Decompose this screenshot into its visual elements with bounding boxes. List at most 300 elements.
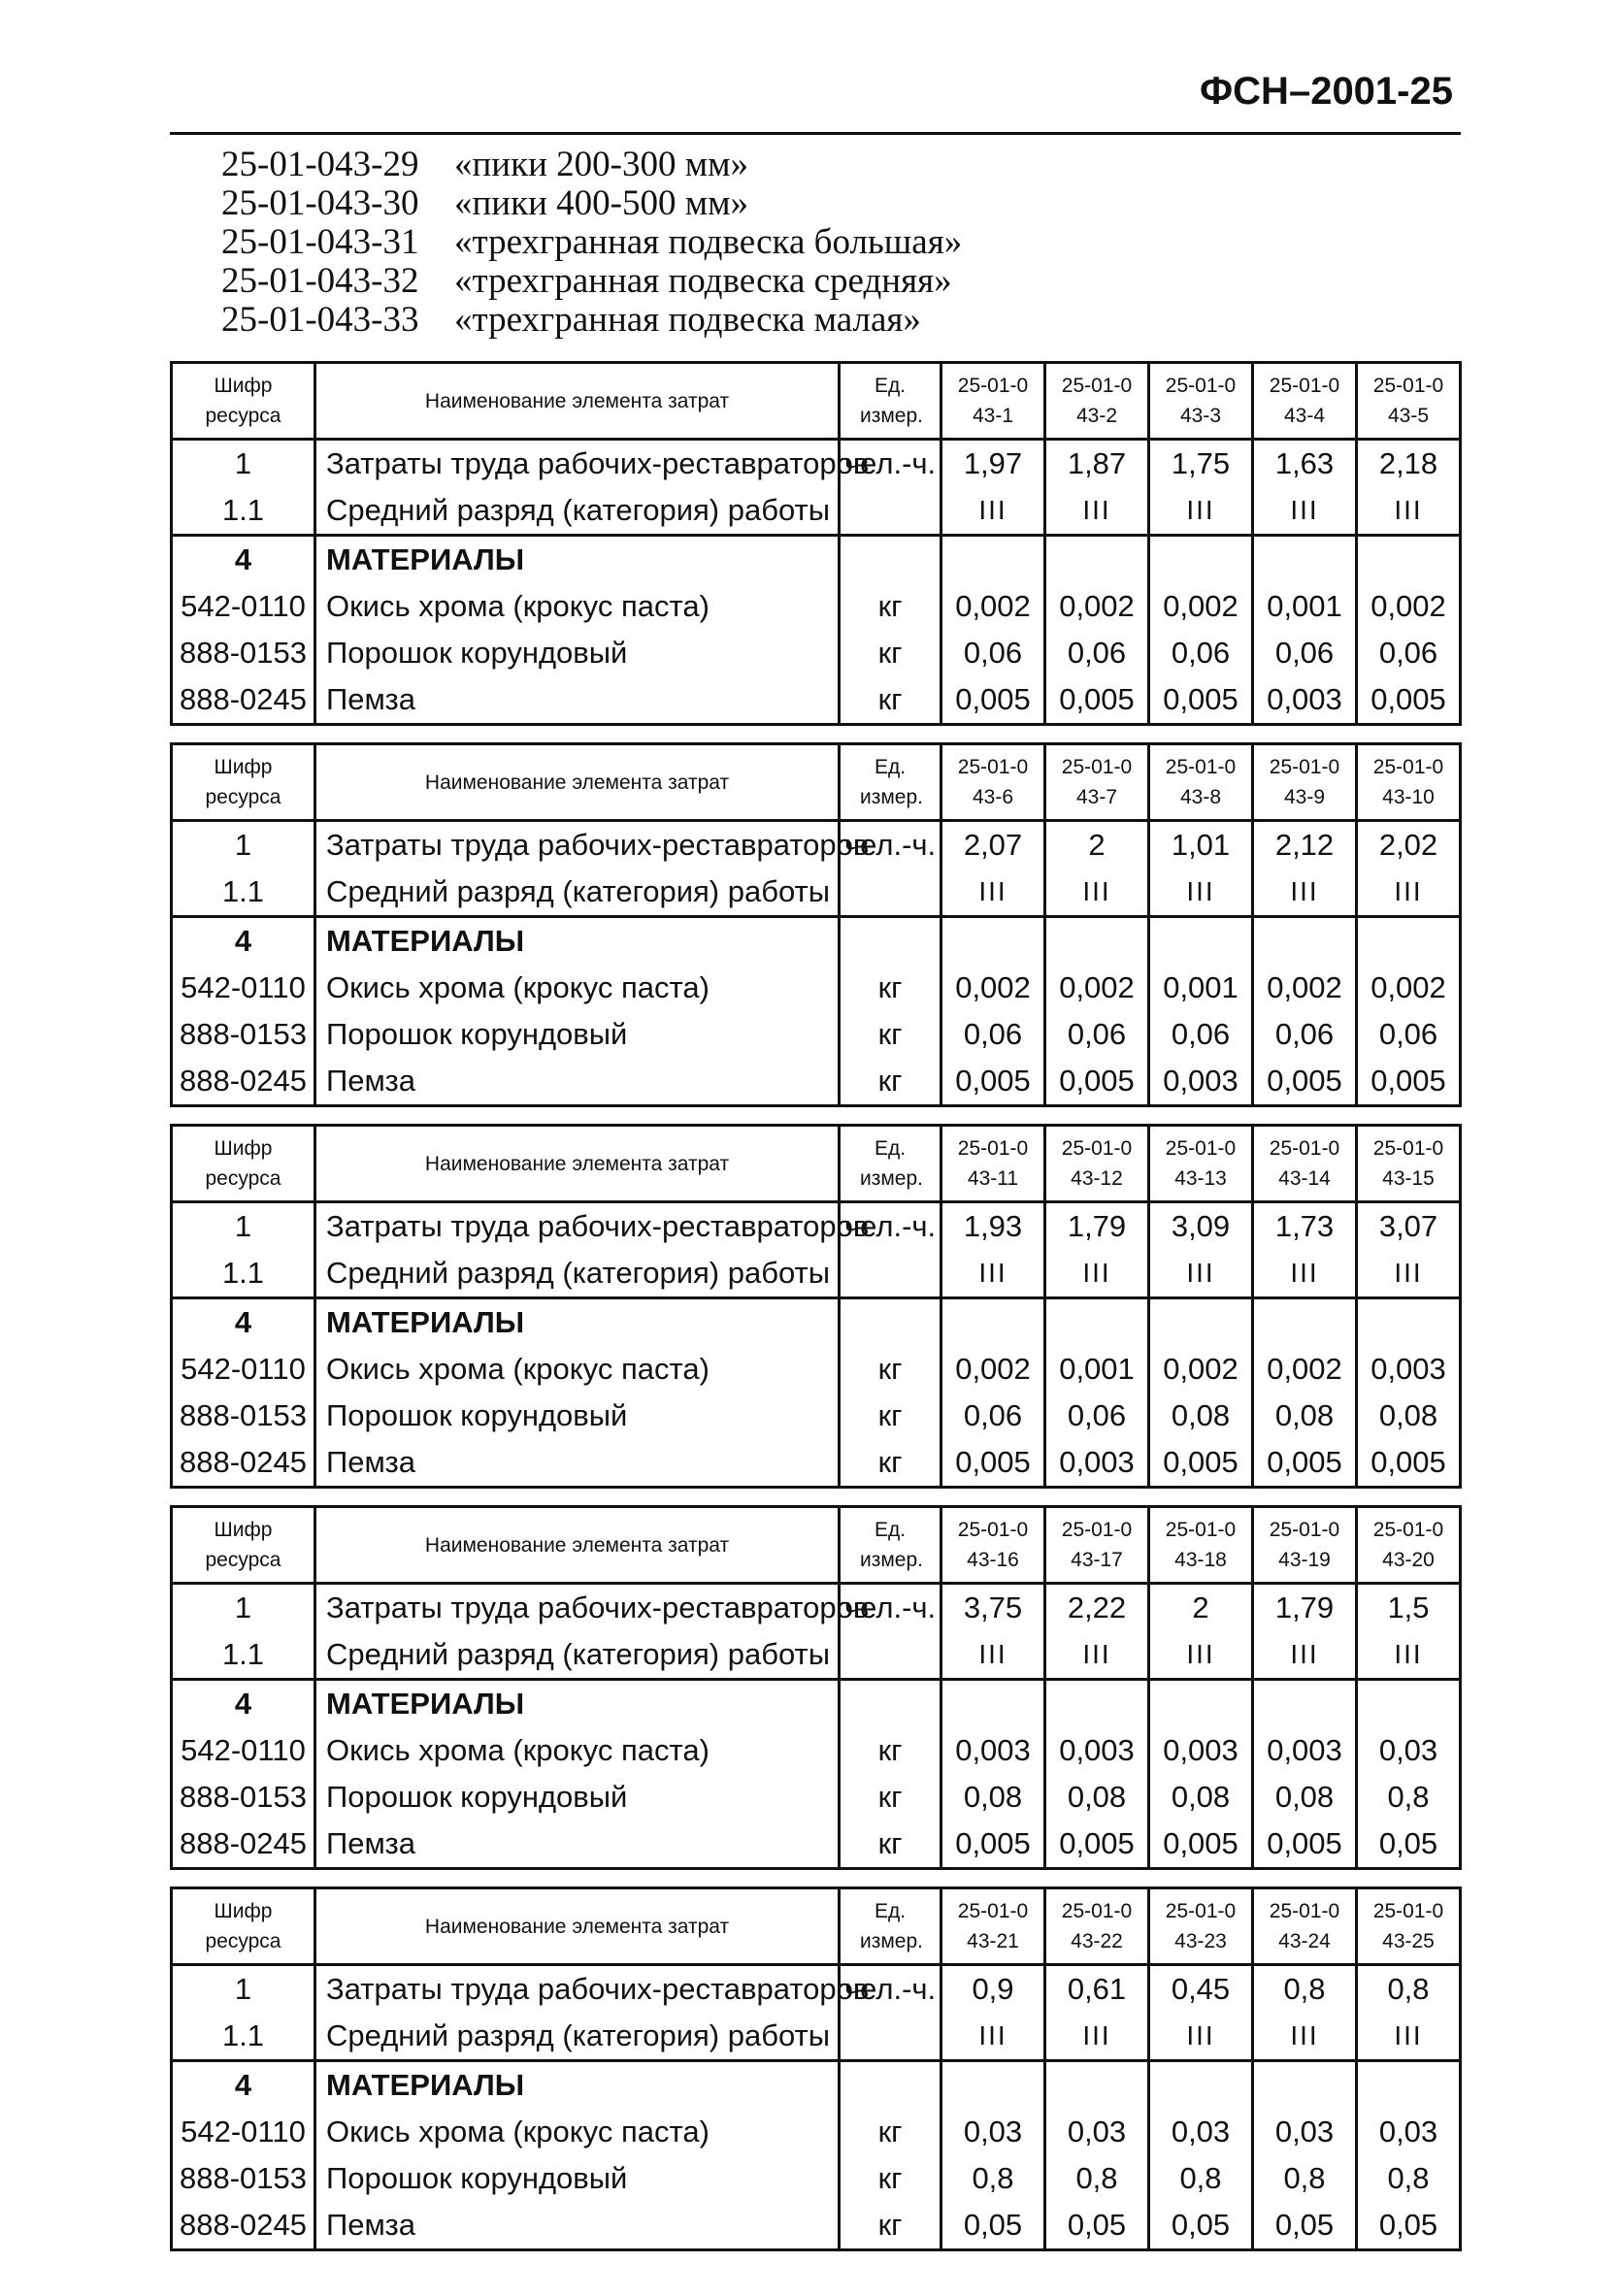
norm-code-header: 25-01-043-16 <box>941 1507 1045 1584</box>
element-name-cell: Порошок корундовый <box>315 1011 840 1058</box>
value-cell: III <box>1357 2013 1461 2061</box>
value-cell: III <box>1045 869 1149 917</box>
resource-code-cell: 542-0110 <box>172 583 315 630</box>
value-cell: 0,08 <box>941 1774 1045 1820</box>
value-cell: III <box>1045 487 1149 536</box>
header-rule <box>170 132 1461 135</box>
norm-code-header: 25-01-043-22 <box>1045 1888 1149 1965</box>
unit-cell <box>840 1680 941 1728</box>
table-row <box>172 2109 1461 2155</box>
value-cell: 0,001 <box>1253 583 1357 630</box>
table-row <box>172 1727 1461 1774</box>
element-name-cell: МАТЕРИАЛЫ <box>315 536 840 584</box>
value-cell: 0,005 <box>1357 1439 1461 1488</box>
value-cell: 0,08 <box>1357 1393 1461 1439</box>
unit-cell: кг <box>840 676 941 725</box>
value-cell: 0,8 <box>1149 2155 1253 2202</box>
element-name-header: Наименование элемента затрат <box>315 1507 840 1584</box>
value-cell: 2,07 <box>941 821 1045 869</box>
value-cell: III <box>1149 869 1253 917</box>
resource-code-header: Шифр ресурса <box>172 1126 315 1202</box>
norm-code-header: 25-01-043-11 <box>941 1126 1045 1202</box>
table-row <box>172 1058 1461 1106</box>
value-cell: 0,005 <box>1149 1439 1253 1488</box>
resource-code-cell: 1.1 <box>172 487 315 536</box>
value-cell: 0,06 <box>1357 1011 1461 1058</box>
element-name-cell: Средний разряд (категория) работы <box>315 869 840 917</box>
value-cell: 0,05 <box>1149 2202 1253 2250</box>
value-cell: 0,9 <box>941 1965 1045 2014</box>
item-entry <box>221 184 962 223</box>
table-header-row <box>172 744 1461 821</box>
value-cell: 0,002 <box>1253 965 1357 1011</box>
item-name: «трехгранная подвеска малая» <box>454 300 921 340</box>
value-cell: III <box>941 1250 1045 1298</box>
resource-code-cell: 542-0110 <box>172 1346 315 1393</box>
unit-cell: кг <box>840 1346 941 1393</box>
element-name-cell: Затраты труда рабочих-реставраторов <box>315 1965 840 2014</box>
norm-code-header: 25-01-043-24 <box>1253 1888 1357 1965</box>
value-cell: 0,005 <box>1357 1058 1461 1106</box>
unit-cell: чел.-ч. <box>840 1584 941 1632</box>
resource-code-cell: 1 <box>172 1965 315 2014</box>
value-cell: 0,005 <box>1045 1058 1149 1106</box>
table-row <box>172 440 1461 488</box>
unit-cell: кг <box>840 1820 941 1869</box>
value-cell: 0,45 <box>1149 1965 1253 2014</box>
value-cell: 0,08 <box>1045 1774 1149 1820</box>
value-cell: III <box>1357 1631 1461 1680</box>
value-cell: 1,79 <box>1045 1202 1149 1251</box>
value-cell: 0,8 <box>1045 2155 1149 2202</box>
value-cell: 3,75 <box>941 1584 1045 1632</box>
cost-table <box>170 742 1462 1107</box>
item-entry <box>221 262 962 301</box>
value-cell: 0,03 <box>941 2109 1045 2155</box>
resource-code-cell: 4 <box>172 917 315 966</box>
resource-code-cell: 1 <box>172 821 315 869</box>
cost-table <box>170 361 1462 726</box>
value-cell: 0,08 <box>1149 1774 1253 1820</box>
unit-cell: кг <box>840 1439 941 1488</box>
value-cell: III <box>1045 1631 1149 1680</box>
table-row <box>172 1631 1461 1680</box>
unit-cell: кг <box>840 1727 941 1774</box>
unit-cell: кг <box>840 1774 941 1820</box>
value-cell: 0,08 <box>1253 1774 1357 1820</box>
norm-code-header: 25-01-043-25 <box>1357 1888 1461 1965</box>
unit-cell: кг <box>840 1393 941 1439</box>
element-name-cell: Пемза <box>315 1439 840 1488</box>
norm-code-header: 25-01-043-14 <box>1253 1126 1357 1202</box>
value-cell: 0,002 <box>1357 583 1461 630</box>
value-cell: 0,005 <box>1149 1820 1253 1869</box>
value-cell <box>1253 536 1357 584</box>
resource-code-cell: 542-0110 <box>172 2109 315 2155</box>
value-cell <box>1253 2061 1357 2110</box>
item-name: «пики 200-300 мм» <box>454 145 749 184</box>
table-row <box>172 1346 1461 1393</box>
resource-code-cell: 1.1 <box>172 1250 315 1298</box>
value-cell <box>941 1298 1045 1347</box>
value-cell <box>1357 917 1461 966</box>
value-cell: III <box>1045 1250 1149 1298</box>
table-row <box>172 1011 1461 1058</box>
value-cell: 0,06 <box>1357 630 1461 676</box>
value-cell: III <box>941 1631 1045 1680</box>
unit-cell: чел.-ч. <box>840 440 941 488</box>
table-row <box>172 1439 1461 1488</box>
element-name-cell: Средний разряд (категория) работы <box>315 2013 840 2061</box>
value-cell: 0,05 <box>1253 2202 1357 2250</box>
value-cell: 0,002 <box>1045 583 1149 630</box>
value-cell: 0,06 <box>1045 1393 1149 1439</box>
value-cell: 1,73 <box>1253 1202 1357 1251</box>
norm-code-header: 25-01-043-23 <box>1149 1888 1253 1965</box>
value-cell: III <box>1149 1250 1253 1298</box>
table-row <box>172 1965 1461 2014</box>
element-name-header: Наименование элемента затрат <box>315 363 840 440</box>
value-cell <box>1357 2061 1461 2110</box>
unit-cell: кг <box>840 583 941 630</box>
value-cell: III <box>1253 1631 1357 1680</box>
value-cell <box>941 917 1045 966</box>
value-cell <box>941 1680 1045 1728</box>
resource-code-cell: 888-0153 <box>172 1774 315 1820</box>
element-name-cell: Затраты труда рабочих-реставраторов <box>315 1584 840 1632</box>
element-name-cell: Порошок корундовый <box>315 630 840 676</box>
table-row <box>172 2061 1461 2110</box>
table-row <box>172 1250 1461 1298</box>
element-name-cell: Окись хрома (крокус паста) <box>315 965 840 1011</box>
value-cell: 0,005 <box>1045 676 1149 725</box>
item-code: 25-01-043-33 <box>221 300 419 340</box>
table-row <box>172 1680 1461 1728</box>
value-cell: III <box>1253 1250 1357 1298</box>
item-code: 25-01-043-30 <box>221 183 419 223</box>
norm-code-header: 25-01-043-1 <box>941 363 1045 440</box>
value-cell: III <box>1149 2013 1253 2061</box>
unit-cell: кг <box>840 2155 941 2202</box>
value-cell: III <box>1149 1631 1253 1680</box>
unit-cell <box>840 536 941 584</box>
table-header-row <box>172 1126 1461 1202</box>
value-cell: 1,93 <box>941 1202 1045 1251</box>
norm-code-header: 25-01-043-2 <box>1045 363 1149 440</box>
value-cell <box>1149 2061 1253 2110</box>
value-cell: 0,002 <box>941 1346 1045 1393</box>
element-name-cell: Порошок корундовый <box>315 1774 840 1820</box>
element-name-cell: Окись хрома (крокус паста) <box>315 583 840 630</box>
item-name: «пики 400-500 мм» <box>454 183 749 223</box>
value-cell: 1,01 <box>1149 821 1253 869</box>
element-name-cell: Средний разряд (категория) работы <box>315 1250 840 1298</box>
unit-cell <box>840 2061 941 2110</box>
value-cell: 0,06 <box>941 630 1045 676</box>
value-cell: 0,06 <box>941 1393 1045 1439</box>
resource-code-cell: 888-0245 <box>172 2202 315 2250</box>
value-cell: 3,07 <box>1357 1202 1461 1251</box>
item-list <box>221 146 962 340</box>
value-cell: 2,22 <box>1045 1584 1149 1632</box>
value-cell: 2,02 <box>1357 821 1461 869</box>
unit-cell: кг <box>840 1011 941 1058</box>
value-cell: 0,005 <box>1357 676 1461 725</box>
resource-code-cell: 888-0153 <box>172 630 315 676</box>
resource-code-cell: 4 <box>172 1680 315 1728</box>
resource-code-header: Шифр ресурса <box>172 1888 315 1965</box>
item-entry <box>221 146 962 184</box>
norm-code-header: 25-01-043-3 <box>1149 363 1253 440</box>
table-row <box>172 2155 1461 2202</box>
table-row <box>172 965 1461 1011</box>
value-cell: III <box>1253 487 1357 536</box>
value-cell: 0,8 <box>1253 1965 1357 2014</box>
value-cell: 0,06 <box>1045 1011 1149 1058</box>
unit-header: Ед. измер. <box>840 363 941 440</box>
norm-code-header: 25-01-043-7 <box>1045 744 1149 821</box>
table-row <box>172 1298 1461 1347</box>
unit-cell <box>840 917 941 966</box>
unit-cell: кг <box>840 965 941 1011</box>
unit-header: Ед. измер. <box>840 744 941 821</box>
value-cell <box>1149 1298 1253 1347</box>
unit-cell: кг <box>840 2202 941 2250</box>
table-row <box>172 1774 1461 1820</box>
resource-code-cell: 1.1 <box>172 869 315 917</box>
value-cell: 0,06 <box>1045 630 1149 676</box>
norm-code-header: 25-01-043-15 <box>1357 1126 1461 1202</box>
unit-cell <box>840 1250 941 1298</box>
unit-cell <box>840 1631 941 1680</box>
resource-code-cell: 1 <box>172 440 315 488</box>
value-cell: 0,05 <box>1045 2202 1149 2250</box>
resource-code-header: Шифр ресурса <box>172 363 315 440</box>
element-name-cell: Пемза <box>315 1058 840 1106</box>
value-cell: 2,18 <box>1357 440 1461 488</box>
item-name: «трехгранная подвеска большая» <box>454 222 963 262</box>
value-cell: 0,005 <box>1253 1058 1357 1106</box>
value-cell: 1,5 <box>1357 1584 1461 1632</box>
resource-code-cell: 888-0245 <box>172 1058 315 1106</box>
value-cell: 0,002 <box>941 583 1045 630</box>
page-header: ФСН–2001-25 <box>1200 70 1453 113</box>
value-cell: 0,06 <box>1253 630 1357 676</box>
item-code: 25-01-043-29 <box>221 145 419 184</box>
value-cell: 0,002 <box>1357 965 1461 1011</box>
table-row <box>172 1393 1461 1439</box>
value-cell: III <box>1253 2013 1357 2061</box>
value-cell: 1,97 <box>941 440 1045 488</box>
table-header-row <box>172 1507 1461 1584</box>
resource-code-cell: 888-0153 <box>172 1011 315 1058</box>
value-cell: 0,005 <box>941 676 1045 725</box>
value-cell <box>1357 536 1461 584</box>
unit-header: Ед. измер. <box>840 1126 941 1202</box>
item-entry <box>221 223 962 262</box>
value-cell: 0,002 <box>1253 1346 1357 1393</box>
table-row <box>172 869 1461 917</box>
element-name-cell: Пемза <box>315 676 840 725</box>
table-header-row <box>172 363 1461 440</box>
resource-code-cell: 1 <box>172 1584 315 1632</box>
value-cell: 0,03 <box>1357 2109 1461 2155</box>
resource-code-cell: 542-0110 <box>172 1727 315 1774</box>
item-code: 25-01-043-31 <box>221 222 419 262</box>
value-cell: 0,003 <box>1149 1727 1253 1774</box>
norm-code-header: 25-01-043-6 <box>941 744 1045 821</box>
value-cell: 0,003 <box>1357 1346 1461 1393</box>
element-name-cell: Окись хрома (крокус паста) <box>315 1346 840 1393</box>
resource-code-cell: 4 <box>172 536 315 584</box>
resource-code-header: Шифр ресурса <box>172 744 315 821</box>
value-cell <box>1045 1680 1149 1728</box>
value-cell <box>1045 536 1149 584</box>
value-cell: 0,001 <box>1149 965 1253 1011</box>
element-name-cell: МАТЕРИАЛЫ <box>315 2061 840 2110</box>
unit-cell <box>840 487 941 536</box>
value-cell: 0,003 <box>1149 1058 1253 1106</box>
value-cell <box>1357 1298 1461 1347</box>
resource-code-header: Шифр ресурса <box>172 1507 315 1584</box>
value-cell: 0,005 <box>1045 1820 1149 1869</box>
value-cell: 0,05 <box>941 2202 1045 2250</box>
unit-header: Ед. измер. <box>840 1507 941 1584</box>
element-name-cell: МАТЕРИАЛЫ <box>315 1298 840 1347</box>
item-code: 25-01-043-32 <box>221 261 419 301</box>
table-row <box>172 487 1461 536</box>
table-row <box>172 917 1461 966</box>
value-cell: 0,03 <box>1253 2109 1357 2155</box>
value-cell <box>1149 1680 1253 1728</box>
unit-cell: чел.-ч. <box>840 821 941 869</box>
value-cell: 0,03 <box>1045 2109 1149 2155</box>
value-cell <box>1149 917 1253 966</box>
cost-table <box>170 1505 1462 1870</box>
value-cell: 1,87 <box>1045 440 1149 488</box>
table-row <box>172 630 1461 676</box>
resource-code-cell: 888-0245 <box>172 1439 315 1488</box>
value-cell <box>1253 1680 1357 1728</box>
unit-header: Ед. измер. <box>840 1888 941 1965</box>
table-row <box>172 821 1461 869</box>
value-cell: III <box>941 487 1045 536</box>
element-name-cell: Порошок корундовый <box>315 2155 840 2202</box>
unit-cell <box>840 2013 941 2061</box>
resource-code-cell: 4 <box>172 2061 315 2110</box>
value-cell: 0,002 <box>941 965 1045 1011</box>
element-name-cell: Окись хрома (крокус паста) <box>315 2109 840 2155</box>
value-cell: 0,06 <box>1149 630 1253 676</box>
element-name-cell: Пемза <box>315 1820 840 1869</box>
value-cell: 0,08 <box>1149 1393 1253 1439</box>
value-cell: 0,003 <box>1253 1727 1357 1774</box>
value-cell <box>1045 1298 1149 1347</box>
value-cell: 0,005 <box>1149 676 1253 725</box>
cost-table <box>170 1124 1462 1489</box>
resource-code-cell: 542-0110 <box>172 965 315 1011</box>
element-name-cell: Затраты труда рабочих-реставраторов <box>315 440 840 488</box>
resource-code-cell: 1.1 <box>172 2013 315 2061</box>
value-cell: 0,005 <box>941 1058 1045 1106</box>
table-row <box>172 1202 1461 1251</box>
value-cell: 1,79 <box>1253 1584 1357 1632</box>
element-name-cell: МАТЕРИАЛЫ <box>315 1680 840 1728</box>
element-name-header: Наименование элемента затрат <box>315 1888 840 1965</box>
value-cell: 0,05 <box>1357 1820 1461 1869</box>
value-cell: 2 <box>1045 821 1149 869</box>
value-cell: 1,75 <box>1149 440 1253 488</box>
unit-cell: кг <box>840 630 941 676</box>
value-cell: 0,06 <box>1149 1011 1253 1058</box>
value-cell: 0,005 <box>941 1439 1045 1488</box>
value-cell: 0,05 <box>1357 2202 1461 2250</box>
table-row <box>172 583 1461 630</box>
value-cell: 0,8 <box>1357 2155 1461 2202</box>
value-cell: 0,03 <box>1357 1727 1461 1774</box>
element-name-cell: Окись хрома (крокус паста) <box>315 1727 840 1774</box>
value-cell: III <box>1045 2013 1149 2061</box>
value-cell <box>1253 1298 1357 1347</box>
value-cell: 0,002 <box>1045 965 1149 1011</box>
resource-code-cell: 888-0153 <box>172 2155 315 2202</box>
element-name-header: Наименование элемента затрат <box>315 744 840 821</box>
value-cell: III <box>1149 487 1253 536</box>
value-cell: 0,003 <box>941 1727 1045 1774</box>
value-cell: 1,63 <box>1253 440 1357 488</box>
value-cell: 0,03 <box>1149 2109 1253 2155</box>
value-cell <box>1357 1680 1461 1728</box>
table-row <box>172 2013 1461 2061</box>
norm-code-header: 25-01-043-19 <box>1253 1507 1357 1584</box>
value-cell: 2,12 <box>1253 821 1357 869</box>
value-cell: 0,8 <box>1253 2155 1357 2202</box>
norm-code-header: 25-01-043-18 <box>1149 1507 1253 1584</box>
value-cell: 0,002 <box>1149 583 1253 630</box>
value-cell: III <box>941 869 1045 917</box>
norm-code-header: 25-01-043-8 <box>1149 744 1253 821</box>
value-cell: 0,001 <box>1045 1346 1149 1393</box>
resource-code-cell: 888-0153 <box>172 1393 315 1439</box>
value-cell: 0,8 <box>941 2155 1045 2202</box>
unit-cell: чел.-ч. <box>840 1202 941 1251</box>
norm-code-header: 25-01-043-13 <box>1149 1126 1253 1202</box>
value-cell: 0,003 <box>1253 676 1357 725</box>
resource-code-cell: 4 <box>172 1298 315 1347</box>
value-cell: III <box>1357 487 1461 536</box>
unit-cell <box>840 1298 941 1347</box>
value-cell: 0,005 <box>1253 1439 1357 1488</box>
table-row <box>172 536 1461 584</box>
cost-table <box>170 1886 1462 2251</box>
table-row <box>172 1584 1461 1632</box>
table-row <box>172 1820 1461 1869</box>
value-cell: 0,06 <box>1253 1011 1357 1058</box>
norm-code-header: 25-01-043-12 <box>1045 1126 1149 1202</box>
table-row <box>172 676 1461 725</box>
value-cell: 0,06 <box>941 1011 1045 1058</box>
value-cell: 0,005 <box>941 1820 1045 1869</box>
element-name-cell: МАТЕРИАЛЫ <box>315 917 840 966</box>
value-cell: III <box>1357 1250 1461 1298</box>
resource-code-cell: 888-0245 <box>172 1820 315 1869</box>
unit-cell: кг <box>840 2109 941 2155</box>
value-cell: 3,09 <box>1149 1202 1253 1251</box>
value-cell: III <box>1357 869 1461 917</box>
value-cell: 0,005 <box>1253 1820 1357 1869</box>
item-entry <box>221 301 962 340</box>
element-name-cell: Пемза <box>315 2202 840 2250</box>
